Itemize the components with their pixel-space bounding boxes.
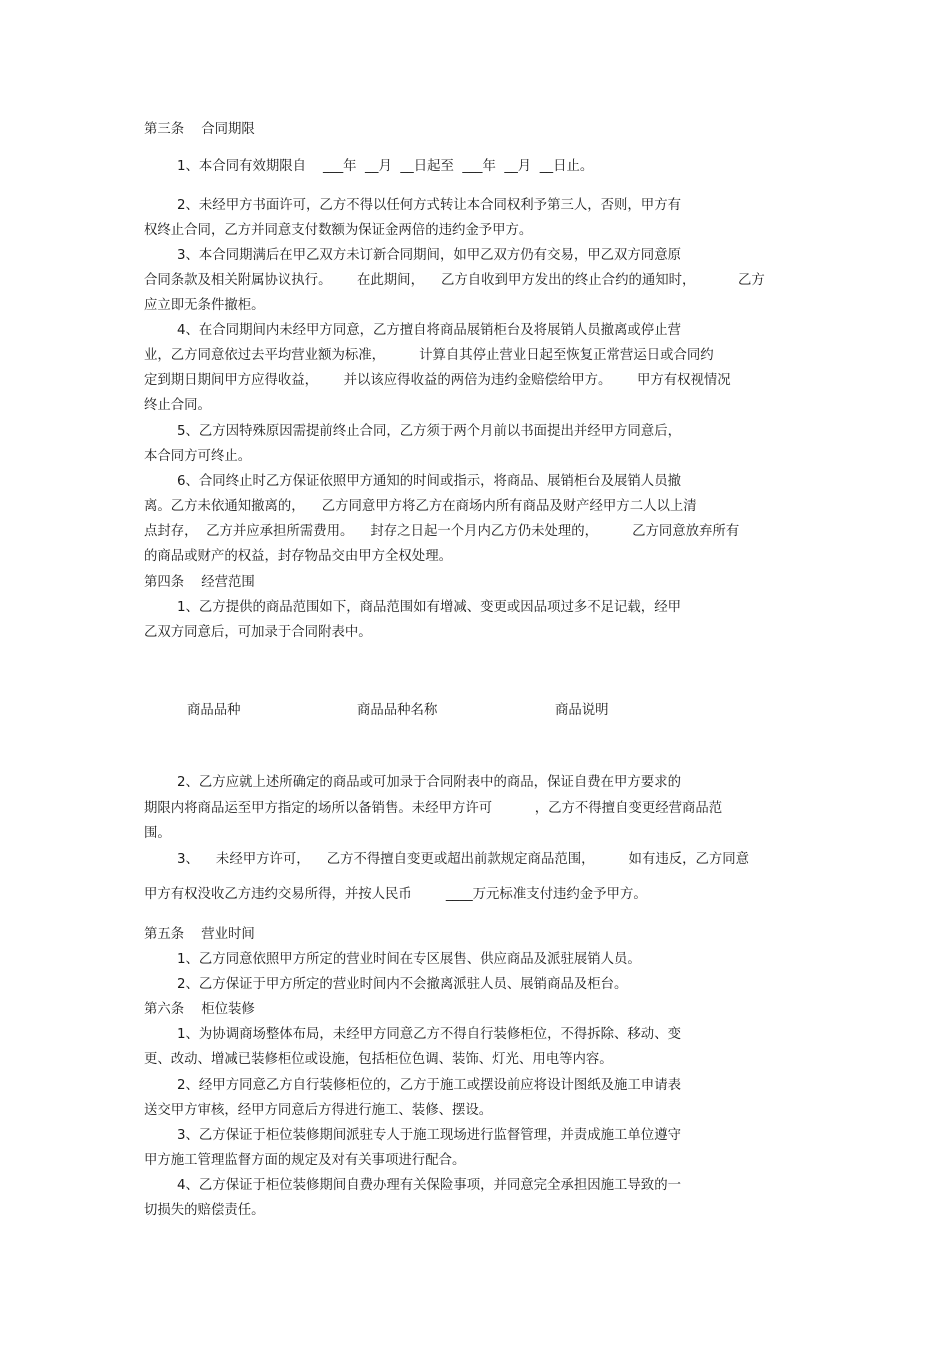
article3-clause1: 1、本合同有效期限自 ___年 __月 __日起至 ___年 __月 __日止。 [177,159,594,174]
article3-clause6-line1: 6、合同终止时乙方保证依照甲方通知的时间或指示，将商品、展销柜台及展销人员撤 [177,474,681,489]
article4-clause3-line1: 3、 未经甲方许可， 乙方不得擅自变更或超出前款规定商品范围， 如有违反，乙方同意 [177,852,750,867]
article3-clause4-line4: 终止合同。 [144,398,211,413]
article5-heading: 第五条 营业时间 [144,927,255,942]
article4-clause3-line2: 甲方有权没收乙方违约交易所得，并按人民币 ____万元标准支付违约金予甲方。 [144,887,647,902]
article4-clause2-line1: 2、乙方应就上述所确定的商品或可加录于合同附表中的商品，保证自费在甲方要求的 [177,775,681,790]
article6-clause4-line1: 4、乙方保证于柜位装修期间自费办理有关保险事项，并同意完全承担因施工导致的一 [177,1178,681,1193]
article4-heading: 第四条 经营范围 [144,575,255,590]
article6-clause1-line2: 更、改动、增减已装修柜位或设施，包括柜位色调、装饰、灯光、用电等内容。 [144,1052,613,1067]
article4-clause2-line3: 围。 [144,826,171,841]
article3-clause6-line3: 点封存， 乙方并应承担所需费用。 封存之日起一个月内乙方仍未处理的， 乙方同意放弃所有 [144,524,740,539]
article3-clause5-line2: 本合同方可终止。 [144,449,252,464]
article4-clause2-line2: 期限内将商品运至甲方指定的场所以备销售。未经甲方许可 ，乙方不得擅自变更经营商品范 [144,801,723,816]
article6-clause3-line1: 3、乙方保证于柜位装修期间派驻专人于施工现场进行监督管理，并责成施工单位遵守 [177,1128,681,1143]
article6-clause4-line2: 切损失的赔偿责任。 [144,1203,265,1218]
article3-clause6-line2: 离。乙方未依通知撤离的， 乙方同意甲方将乙方在商场内所有商品及财产经甲方二人以上清 [144,499,697,514]
article3-clause3-line3: 应立即无条件撤柜。 [144,298,265,313]
article3-heading: 第三条 合同期限 [144,122,255,137]
article5-clause1: 1、乙方同意依照甲方所定的营业时间在专区展售、供应商品及派驻展销人员。 [177,952,641,967]
article3-clause5-line1: 5、乙方因特殊原因需提前终止合同，乙方须于两个月前以书面提出并经甲方同意后， [177,424,681,439]
table-header-category: 商品品种 [187,703,241,718]
article6-clause2-line1: 2、经甲方同意乙方自行装修柜位的，乙方于施工或摆设前应将设计图纸及施工申请表 [177,1078,681,1093]
article5-clause2: 2、乙方保证于甲方所定的营业时间内不会撤离派驻人员、展销商品及柜台。 [177,977,628,992]
table-header-description: 商品说明 [555,703,609,718]
article4-clause1-line1: 1、乙方提供的商品范围如下，商品范围如有增减、变更或因品项过多不足记载，经甲 [177,600,681,615]
article3-clause4-line1: 4、在合同期间内未经甲方同意，乙方擅自将商品展销柜台及将展销人员撤离或停止营 [177,323,681,338]
article3-clause3-line2: 合同条款及相关附属协议执行。 在此期间， 乙方自收到甲方发出的终止合约的通知时， 乙方 [144,273,765,288]
article4-clause1-line2: 乙双方同意后，可加录于合同附表中。 [144,625,372,640]
article6-clause3-line2: 甲方施工管理监督方面的规定及对有关事项进行配合。 [144,1153,466,1168]
article3-clause4-line2: 业，乙方同意依过去平均营业额为标准， 计算自其停止营业日起至恢复正常营运日或合同约 [144,348,714,363]
article6-heading: 第六条 柜位装修 [144,1002,255,1017]
table-header-category-name: 商品品种名称 [357,703,438,718]
article3-clause2-line1: 2、未经甲方书面许可，乙方不得以任何方式转让本合同权利予第三人，否则，甲方有 [177,198,681,213]
article3-clause2-line2: 权终止合同，乙方并同意支付数额为保证金两倍的违约金予甲方。 [144,223,533,238]
article6-clause2-line2: 送交甲方审核，经甲方同意后方得进行施工、装修、摆设。 [144,1103,493,1118]
article6-clause1-line1: 1、为协调商场整体布局，未经甲方同意乙方不得自行装修柜位，不得拆除、移动、变 [177,1027,681,1042]
article3-clause6-line4: 的商品或财产的权益，封存物品交由甲方全权处理。 [144,549,452,564]
article3-clause3-line1: 3、本合同期满后在甲乙双方未订新合同期间，如甲乙双方仍有交易，甲乙双方同意原 [177,248,681,263]
article3-clause4-line3: 定到期日期间甲方应得收益， 并以该应得收益的两倍为违约金赔偿给甲方。 甲方有权视情况 [144,373,731,388]
